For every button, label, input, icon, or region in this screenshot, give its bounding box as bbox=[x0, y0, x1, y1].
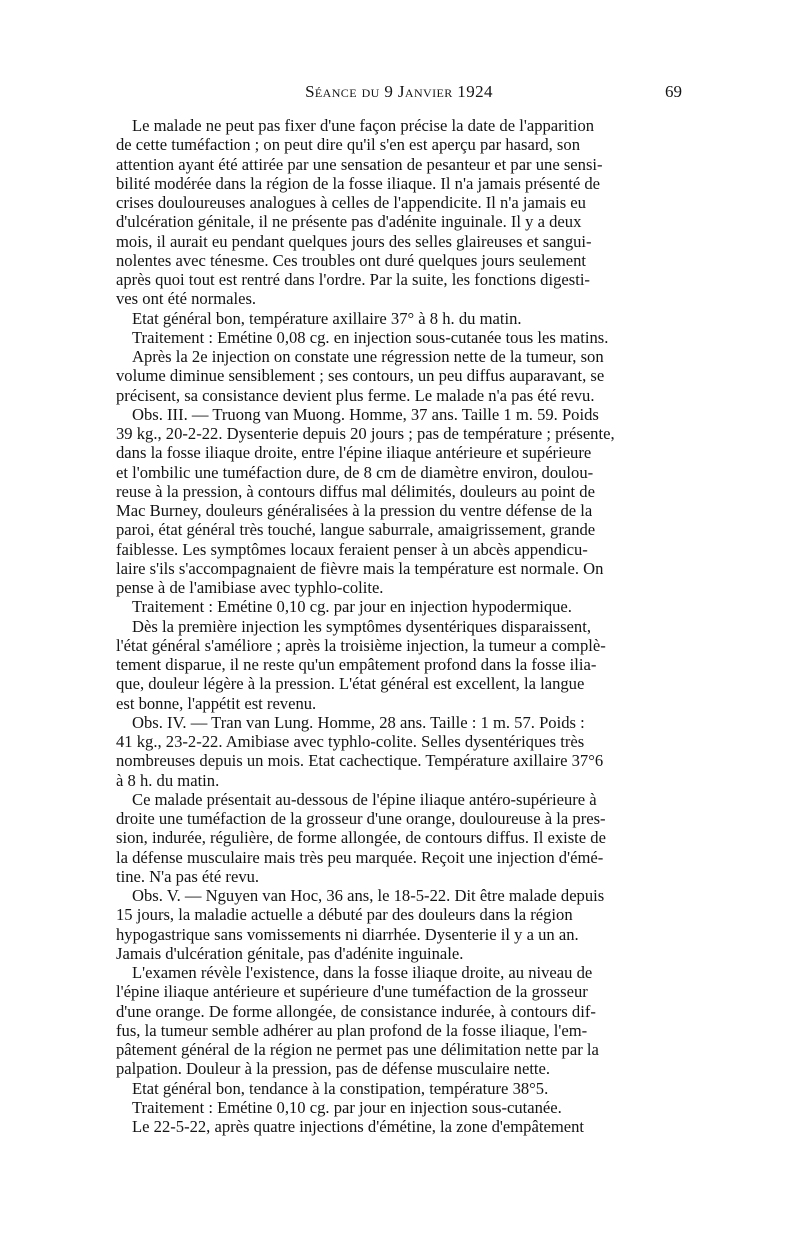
text-line: Traitement : Emétine 0,10 cg. par jour en injection hypodermique. bbox=[132, 597, 572, 617]
text-line: Dès la première injection les symptômes dysentériques disparaissent, bbox=[132, 616, 591, 636]
text-line: fus, la tumeur semble adhérer au plan profond de la fosse iliaque, l'em- bbox=[116, 1020, 588, 1040]
text-line: Obs. IV. — Tran van Lung. Homme, 28 ans. Taille : 1 m. 57. Poids : bbox=[132, 712, 585, 732]
text-line: crises douloureuses analogues à celles de l'appendicite. Il n'a jamais eu bbox=[116, 193, 586, 212]
page-number: 69 bbox=[665, 82, 682, 101]
body-text bbox=[116, 116, 682, 1136]
text-line: l'épine iliaque antérieure et supérieure d'une tuméfaction de la grosseur bbox=[116, 982, 588, 1002]
text-line: L'examen révèle l'existence, dans la fosse iliaque droite, au niveau de bbox=[132, 963, 593, 982]
text-line: d'une orange. De forme allongée, de consistance indurée, à contours dif- bbox=[116, 1001, 596, 1021]
text-line: dans la fosse iliaque droite, entre l'épine iliaque antérieure et supérieure bbox=[116, 443, 592, 463]
text-line: la défense musculaire mais très peu marquée. Reçoit une injection d'émé- bbox=[116, 847, 604, 867]
text-line: attention ayant été attirée par une sensation de pesanteur et par une sensi- bbox=[116, 154, 603, 174]
text-line: et l'ombilic une tuméfaction dure, de 8 cm de diamètre environ, doulou- bbox=[116, 462, 594, 482]
text-line: d'ulcération génitale, il ne présente pas d'adénite inguinale. Il y a deux bbox=[116, 212, 582, 232]
text-line: Après la 2e injection on constate une régression nette de la tumeur, son bbox=[132, 347, 604, 366]
text-line: ves ont été normales. bbox=[116, 289, 257, 309]
text-line: Mac Burney, douleurs généralisées à la pression du ventre défense de la bbox=[116, 501, 593, 520]
text-line: tine. N'a pas été revu. bbox=[116, 866, 260, 886]
text-line: paroi, état général très touché, langue saburrale, amaigrissement, grande bbox=[116, 520, 596, 540]
text-line: Etat général bon, tendance à la constipation, température 38°5. bbox=[132, 1078, 549, 1098]
text-line: droite une tuméfaction de la grosseur d'une orange, douloureuse à la pres- bbox=[116, 809, 606, 828]
text-line: pense à de l'amibiase avec typhlo-colite. bbox=[116, 578, 384, 597]
text-line: l'état général s'améliore ; après la troisième injection, la tumeur a complè- bbox=[116, 635, 606, 655]
text-line: est bonne, l'appétit est revenu. bbox=[116, 693, 317, 713]
text-line: après quoi tout est rentré dans l'ordre. Par la suite, les fonctions digesti- bbox=[116, 270, 590, 289]
text-line: Le malade ne peut pas fixer d'une façon précise la date de l'apparition bbox=[132, 116, 595, 135]
text-line: sion, indurée, régulière, de forme allongée, de contours diffus. Il existe de bbox=[116, 828, 606, 848]
text-line: Etat général bon, température axillaire 37° à 8 h. du matin. bbox=[132, 308, 522, 328]
running-head-title: Séance du 9 Janvier 1924 bbox=[305, 82, 493, 101]
text-line: Le 22-5-22, après quatre injections d'émétine, la zone d'empâtement bbox=[132, 1117, 584, 1136]
text-line: reuse à la pression, à contours diffus mal délimités, douleurs au point de bbox=[116, 481, 595, 501]
text-line: Jamais d'ulcération génitale, pas d'adénite inguinale. bbox=[116, 943, 464, 963]
text-line: 39 kg., 20-2-22. Dysenterie depuis 20 jours ; pas de température ; présente, bbox=[116, 424, 615, 443]
text-line: volume diminue sensiblement ; ses contours, un peu diffus auparavant, se bbox=[116, 366, 605, 386]
text-line: de cette tuméfaction ; on peut dire qu'il s'en est aperçu par hasard, son bbox=[116, 135, 580, 155]
text-line: précisent, sa consistance devient plus ferme. Le malade n'a pas été revu. bbox=[116, 385, 595, 405]
text-line: tement disparue, il ne reste qu'un empâtement profond dans la fosse ilia- bbox=[116, 655, 597, 674]
text-line: palpation. Douleur à la pression, pas de défense musculaire nette. bbox=[116, 1059, 551, 1079]
text-line: mois, il aurait eu pendant quelques jours des selles glaireuses et sangui- bbox=[116, 231, 592, 251]
text-line: Traitement : Emétine 0,10 cg. par jour en injection sous-cutanée. bbox=[132, 1097, 562, 1117]
text-line: bilité modérée dans la région de la fosse iliaque. Il n'a jamais présenté de bbox=[116, 173, 601, 193]
text-line: 15 jours, la maladie actuelle a débuté par des douleurs dans la région bbox=[116, 905, 573, 925]
text-line: nombreuses depuis un mois. Etat cachectique. Température axillaire 37°6 bbox=[116, 751, 604, 771]
text-line: faiblesse. Les symptômes locaux feraient penser à un abcès appendicu- bbox=[116, 539, 588, 559]
text-line: hypogastrique sans vomissements ni diarrhée. Dysenterie il y a un an. bbox=[116, 924, 579, 944]
text-line: Obs. III. — Truong van Muong. Homme, 37 ans. Taille 1 m. 59. Poids bbox=[132, 404, 599, 424]
text-line: Traitement : Emétine 0,08 cg. en injection sous-cutanée tous les matins. bbox=[132, 327, 609, 347]
text-line: à 8 h. du matin. bbox=[116, 770, 220, 790]
text-line: Ce malade présentait au-dessous de l'épine iliaque antéro-supérieure à bbox=[132, 789, 597, 809]
text-line: pâtement général de la région ne permet pas une délimitation nette par la bbox=[116, 1040, 599, 1059]
text-line: nolentes avec ténesme. Ces troubles ont duré quelques jours seulement bbox=[116, 250, 587, 270]
text-line: 41 kg., 23-2-22. Amibiase avec typhlo-colite. Selles dysentériques très bbox=[116, 732, 585, 751]
text-line: laire s'ils s'accompagnaient de fièvre mais la température est normale. On bbox=[116, 558, 604, 578]
text-line: que, douleur légère à la pression. L'état général est excellent, la langue bbox=[116, 674, 585, 694]
running-head bbox=[116, 82, 682, 106]
text-line: Obs. V. — Nguyen van Hoc, 36 ans, le 18-5-22. Dit être malade depuis bbox=[132, 886, 605, 905]
